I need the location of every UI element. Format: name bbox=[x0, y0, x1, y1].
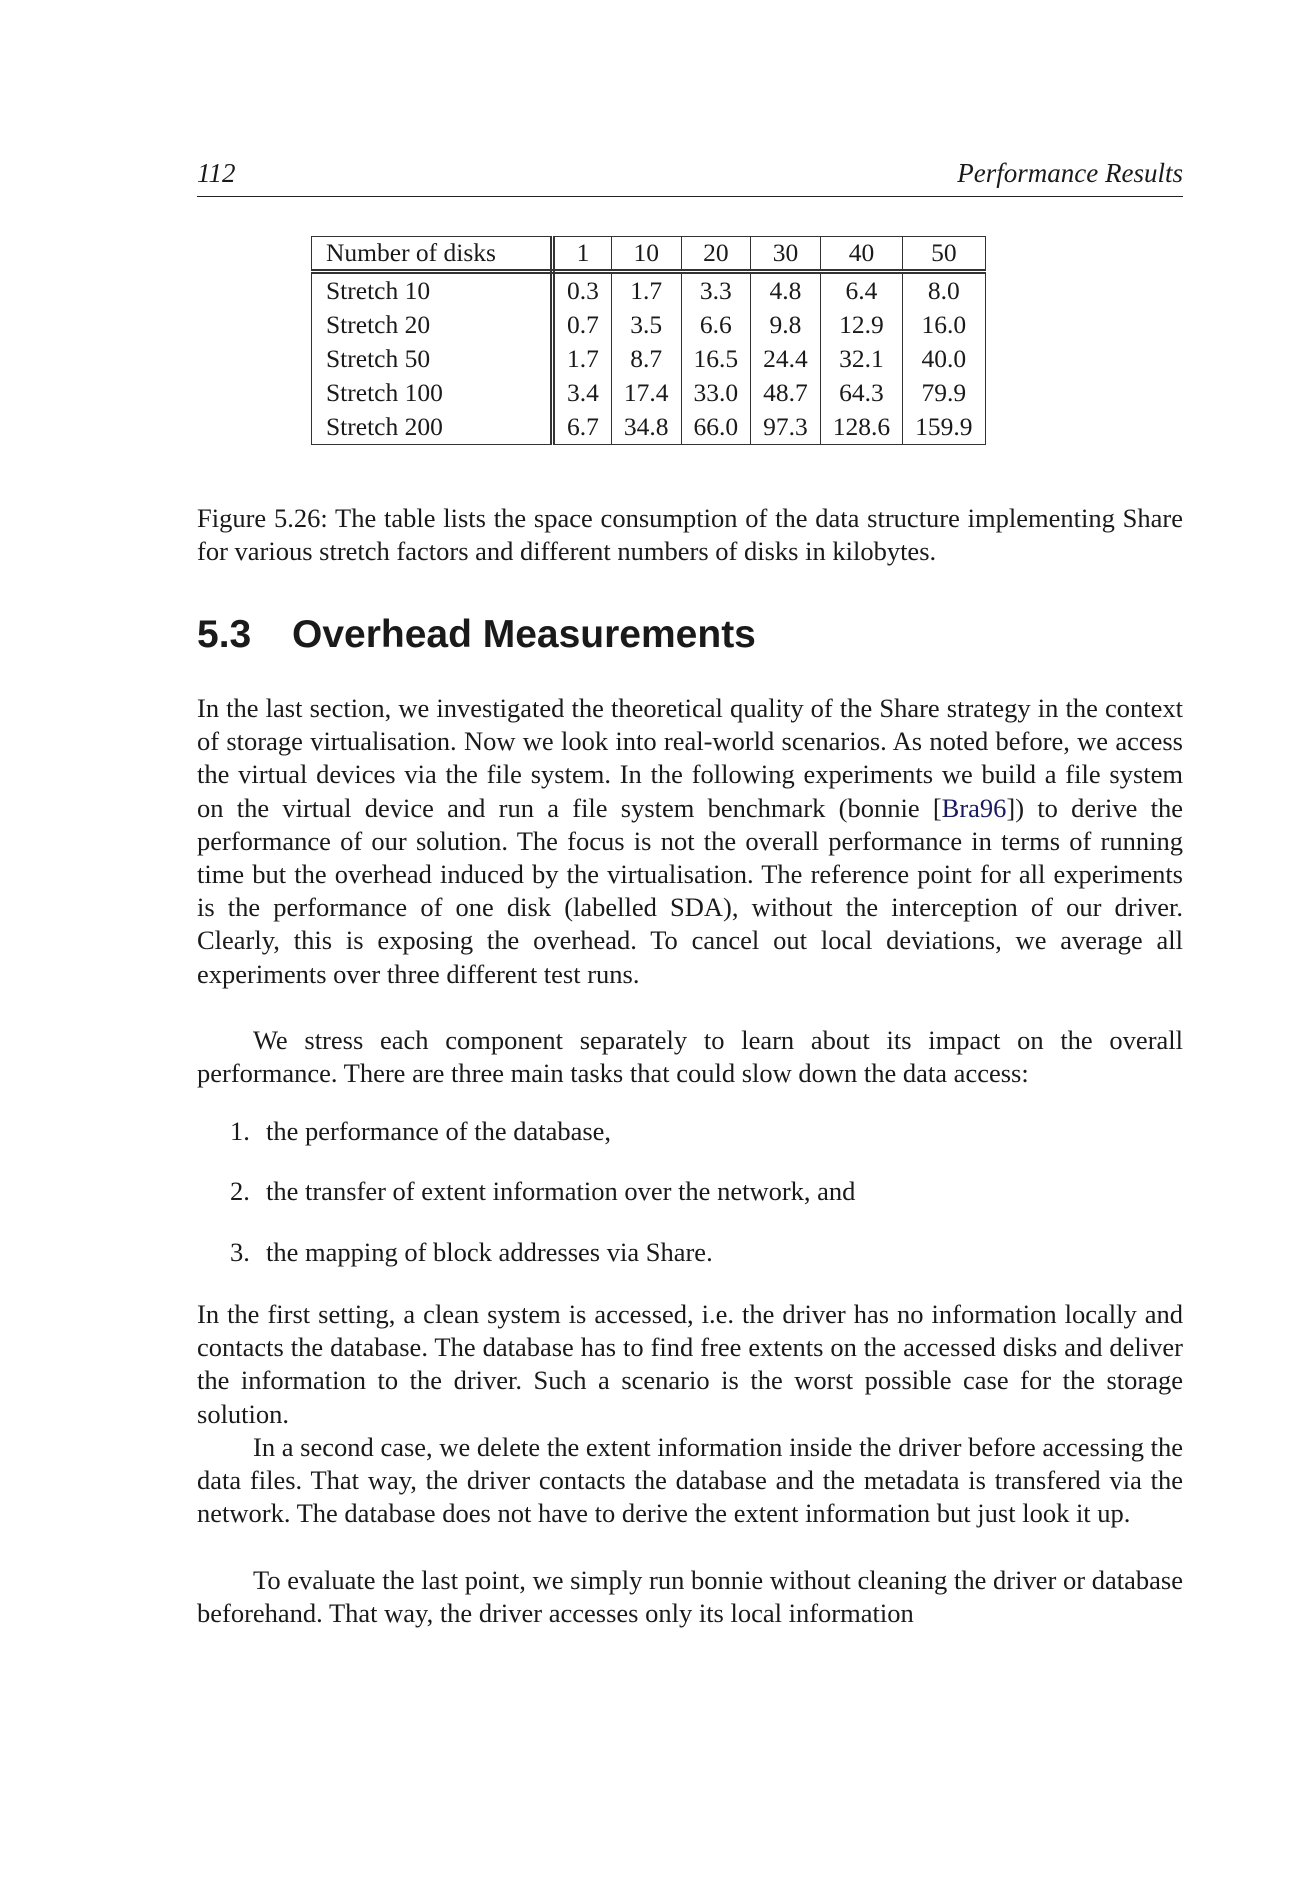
paragraph: We stress each component separately to learn about its impact on the overall performance. There are three main tasks that could slow down the data access: bbox=[197, 1025, 1183, 1089]
column-header: 50 bbox=[903, 237, 985, 272]
row-label: Stretch 50 bbox=[312, 342, 553, 376]
column-header: 1 bbox=[553, 237, 612, 272]
section-number: 5.3 bbox=[197, 613, 252, 656]
table-cell: 0.7 bbox=[553, 308, 612, 342]
table-cell: 79.9 bbox=[903, 376, 985, 410]
table-header-label: Number of disks bbox=[312, 237, 553, 272]
table-cell: 1.7 bbox=[553, 342, 612, 376]
table-cell: 64.3 bbox=[820, 376, 902, 410]
table-row bbox=[312, 272, 986, 309]
table-cell: 40.0 bbox=[903, 342, 985, 376]
list-number: 3. bbox=[230, 1237, 250, 1267]
table-cell: 0.3 bbox=[553, 272, 612, 309]
row-label: Stretch 200 bbox=[312, 410, 553, 445]
table-cell: 3.5 bbox=[611, 308, 681, 342]
table-row bbox=[312, 376, 986, 410]
table-cell: 4.8 bbox=[751, 272, 821, 309]
table-cell: 97.3 bbox=[751, 410, 821, 445]
list-number: 2. bbox=[230, 1176, 250, 1206]
citation-link[interactable]: Bra96 bbox=[941, 792, 1007, 823]
table-row bbox=[312, 342, 986, 376]
table-cell: 6.4 bbox=[820, 272, 902, 309]
table-cell: 16.5 bbox=[681, 342, 751, 376]
table-cell: 12.9 bbox=[820, 308, 902, 342]
paragraph: In a second case, we delete the extent information inside the driver before accessing the data files. That way, the driver contacts the database and the metadata is transfered via the network. The database does not have to derive the extent information but just look it up. bbox=[197, 1432, 1183, 1529]
row-label: Stretch 20 bbox=[312, 308, 553, 342]
table-cell: 1.7 bbox=[611, 272, 681, 309]
column-header: 20 bbox=[681, 237, 751, 272]
table-cell: 3.3 bbox=[681, 272, 751, 309]
paragraph-text: ]) to derive the performance of our solution. The focus is not the overall performance in terms of running time but the overhead induced by the virtualisation. The reference point for all experiments is the performance of one disk (labelled SDA), without the interception of our driver. Clearly, this is exposing the overhead. To cancel out local deviations, we average all experiments over three different test runs. bbox=[197, 792, 1183, 989]
page-number: 112 bbox=[197, 158, 236, 188]
table-cell: 66.0 bbox=[681, 410, 751, 445]
list-item bbox=[230, 1116, 611, 1147]
row-label: Stretch 10 bbox=[312, 272, 553, 309]
table-header-row bbox=[312, 237, 986, 272]
table-cell: 6.7 bbox=[553, 410, 612, 445]
running-title: Performance Results bbox=[957, 158, 1183, 188]
list-text: the transfer of extent information over the network, and bbox=[266, 1176, 856, 1206]
column-header: 40 bbox=[820, 237, 902, 272]
table-cell: 6.6 bbox=[681, 308, 751, 342]
paragraph: To evaluate the last point, we simply run bonnie without cleaning the driver or database beforehand. That way, the driver accesses only its local information bbox=[197, 1565, 1183, 1629]
table-cell: 128.6 bbox=[820, 410, 902, 445]
table-cell: 9.8 bbox=[751, 308, 821, 342]
paragraph bbox=[197, 692, 1183, 991]
table-cell: 8.0 bbox=[903, 272, 985, 309]
section-heading bbox=[197, 613, 756, 657]
figure-caption: Figure 5.26: The table lists the space consumption of the data structure implementing Share for various stretch factors and different numbers of disks in kilobytes. bbox=[197, 502, 1183, 566]
row-label: Stretch 100 bbox=[312, 376, 553, 410]
list-number: 1. bbox=[230, 1116, 250, 1146]
page-header bbox=[197, 156, 1183, 197]
paragraph: In the first setting, a clean system is accessed, i.e. the driver has no information locally and contacts the database. The database has to find free extents on the accessed disks and deliver the information to the driver. Such a scenario is the worst possible case for the storage solution. bbox=[197, 1299, 1183, 1429]
table-cell: 34.8 bbox=[611, 410, 681, 445]
list-item bbox=[230, 1237, 713, 1268]
list-item bbox=[230, 1176, 855, 1207]
table-cell: 32.1 bbox=[820, 342, 902, 376]
space-consumption-table bbox=[311, 236, 986, 445]
table-cell: 3.4 bbox=[553, 376, 612, 410]
table-cell: 24.4 bbox=[751, 342, 821, 376]
column-header: 30 bbox=[751, 237, 821, 272]
table-cell: 8.7 bbox=[611, 342, 681, 376]
paragraph-text: In the last section, we investigated the theoretical quality of the Share strategy in the context of storage virtualisation. Now we look into real-world scenarios. As noted before, we access the virtual devices via the file system. In the following experiments we build a file system on the virtual device and run a file system benchmark (bonnie [ bbox=[197, 693, 1183, 823]
list-text: the mapping of block addresses via Share. bbox=[266, 1237, 713, 1267]
table-cell: 16.0 bbox=[903, 308, 985, 342]
table-cell: 48.7 bbox=[751, 376, 821, 410]
table-cell: 33.0 bbox=[681, 376, 751, 410]
table-row bbox=[312, 410, 986, 445]
column-header: 10 bbox=[611, 237, 681, 272]
table-cell: 159.9 bbox=[903, 410, 985, 445]
list-text: the performance of the database, bbox=[266, 1116, 612, 1146]
section-title: Overhead Measurements bbox=[292, 613, 756, 656]
table-cell: 17.4 bbox=[611, 376, 681, 410]
table-row bbox=[312, 308, 986, 342]
